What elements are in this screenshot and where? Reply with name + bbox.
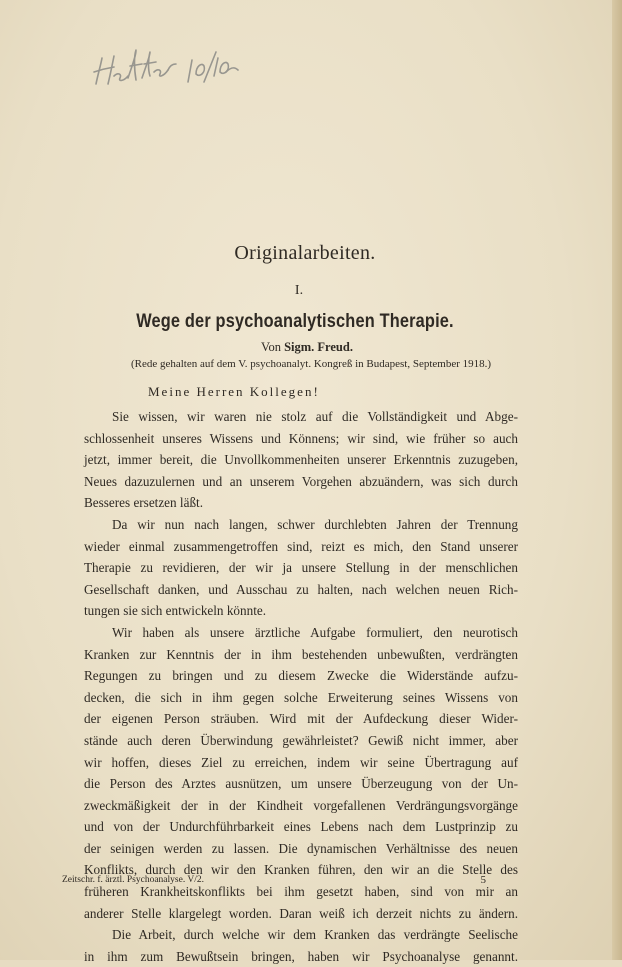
text-line: der seinigen werden zu lassen. Die dynamischen Verhältnisse des neuen — [84, 840, 518, 856]
text-line: die Person des Arztes ausnützen, um unsere Überzeugung von der Un- — [84, 776, 518, 792]
text-line: der eigenen Person sträuben. Wird mit der Aufdeckung dieser Wider- — [84, 711, 518, 727]
text-line: und von der Undurchführbarkeit eines Lebens nach dem Lustprinzip zu — [84, 819, 518, 835]
author-name: Sigm. Freud. — [284, 340, 353, 354]
text-line: Konflikts, durch den wir den Kranken führen, den wir an die Stelle des — [84, 862, 518, 878]
page-edge-shadow — [612, 0, 622, 960]
text-line: jetzt, immer bereit, die Unvollkommenheiten unserer Erkenntnis zuzugeben, — [84, 452, 518, 468]
author-prefix: Von — [261, 340, 281, 354]
text-line: wir hoffen, dieses Ziel zu erreichen, indem wir seine Übertragung auf — [84, 754, 518, 770]
text-line: schlossenheit unseres Wissens und Könnens; wir sind, wie früher so auch — [84, 430, 518, 446]
text-line: Kranken zur Kenntnis der in ihm bestehenden unbewußten, verdrängten — [84, 646, 518, 662]
text-line: Gesellschaft danken, und Ausschau zu halten, nach welchen neuen Rich- — [84, 581, 518, 597]
article-number: I. — [294, 283, 304, 298]
text-line: Therapie zu revidieren, der wir ja unsere Stellung in der menschlichen — [84, 560, 518, 576]
text-line: wieder einmal zusammengetroffen sind, reizt es mich, den Stand unserer — [84, 538, 518, 554]
text-line: Regungen zu bringen und zu diesem Zwecke die Widerstände aufzu- — [84, 668, 518, 684]
author-line — [0, 340, 618, 355]
page-number: 5 — [480, 874, 486, 886]
lecture-note: (Rede gehalten auf dem V. psychoanalyt. Kongreß in Budapest, September 1918.) — [130, 358, 492, 370]
section-title: Originalarbeiten. — [234, 242, 376, 264]
text-line: anderer Stelle klargelegt worden. Daran weiß ich derzeit nichts zu ändern. — [84, 905, 518, 921]
text-line: tungen sie sich entwickeln könnte. — [84, 603, 267, 619]
article-title: Wege der psychoanalytischen Therapie. — [136, 311, 454, 332]
text-line: Die Arbeit, durch welche wir dem Kranken das verdrängte Seelische — [112, 927, 518, 943]
handwritten-pencil-note — [92, 36, 242, 106]
salutation: Meine Herren Kollegen! — [148, 384, 320, 399]
text-line: decken, die sich in ihm gegen solche Erweiterung seines Wissens von — [84, 689, 518, 705]
text-line: zweckmäßigkeit der in der Kindheit vorgefallenen Verdrängungsvorgänge — [84, 797, 518, 813]
text-line: in ihm zum Bewußtsein bringen, haben wir Psychoanalyse genannt. — [84, 948, 518, 964]
text-line: Sie wissen, wir waren nie stolz auf die Vollständigkeit und Abge- — [112, 409, 518, 424]
text-line: stände auch deren Überwindung gewährleistet? Gewiß nicht immer, aber — [84, 732, 518, 748]
text-line: Da wir nun nach langen, schwer durchlebten Jahren der Trennung — [112, 516, 518, 532]
journal-citation: Zeitschr. f. ärztl. Psychoanalyse. V/2. — [62, 875, 205, 885]
text-line: Wir haben als unsere ärztliche Aufgabe formuliert, den neurotisch — [112, 624, 518, 640]
text-line: Neues dazuzulernen und an unserem Vorgehen abzuändern, was sich durch — [84, 473, 518, 489]
text-line: früheren Krankheitskonflikts bei ihm gesetzt haben, sind von mir an — [84, 884, 518, 900]
text-line: Besseres ersetzen läßt. — [84, 495, 204, 511]
